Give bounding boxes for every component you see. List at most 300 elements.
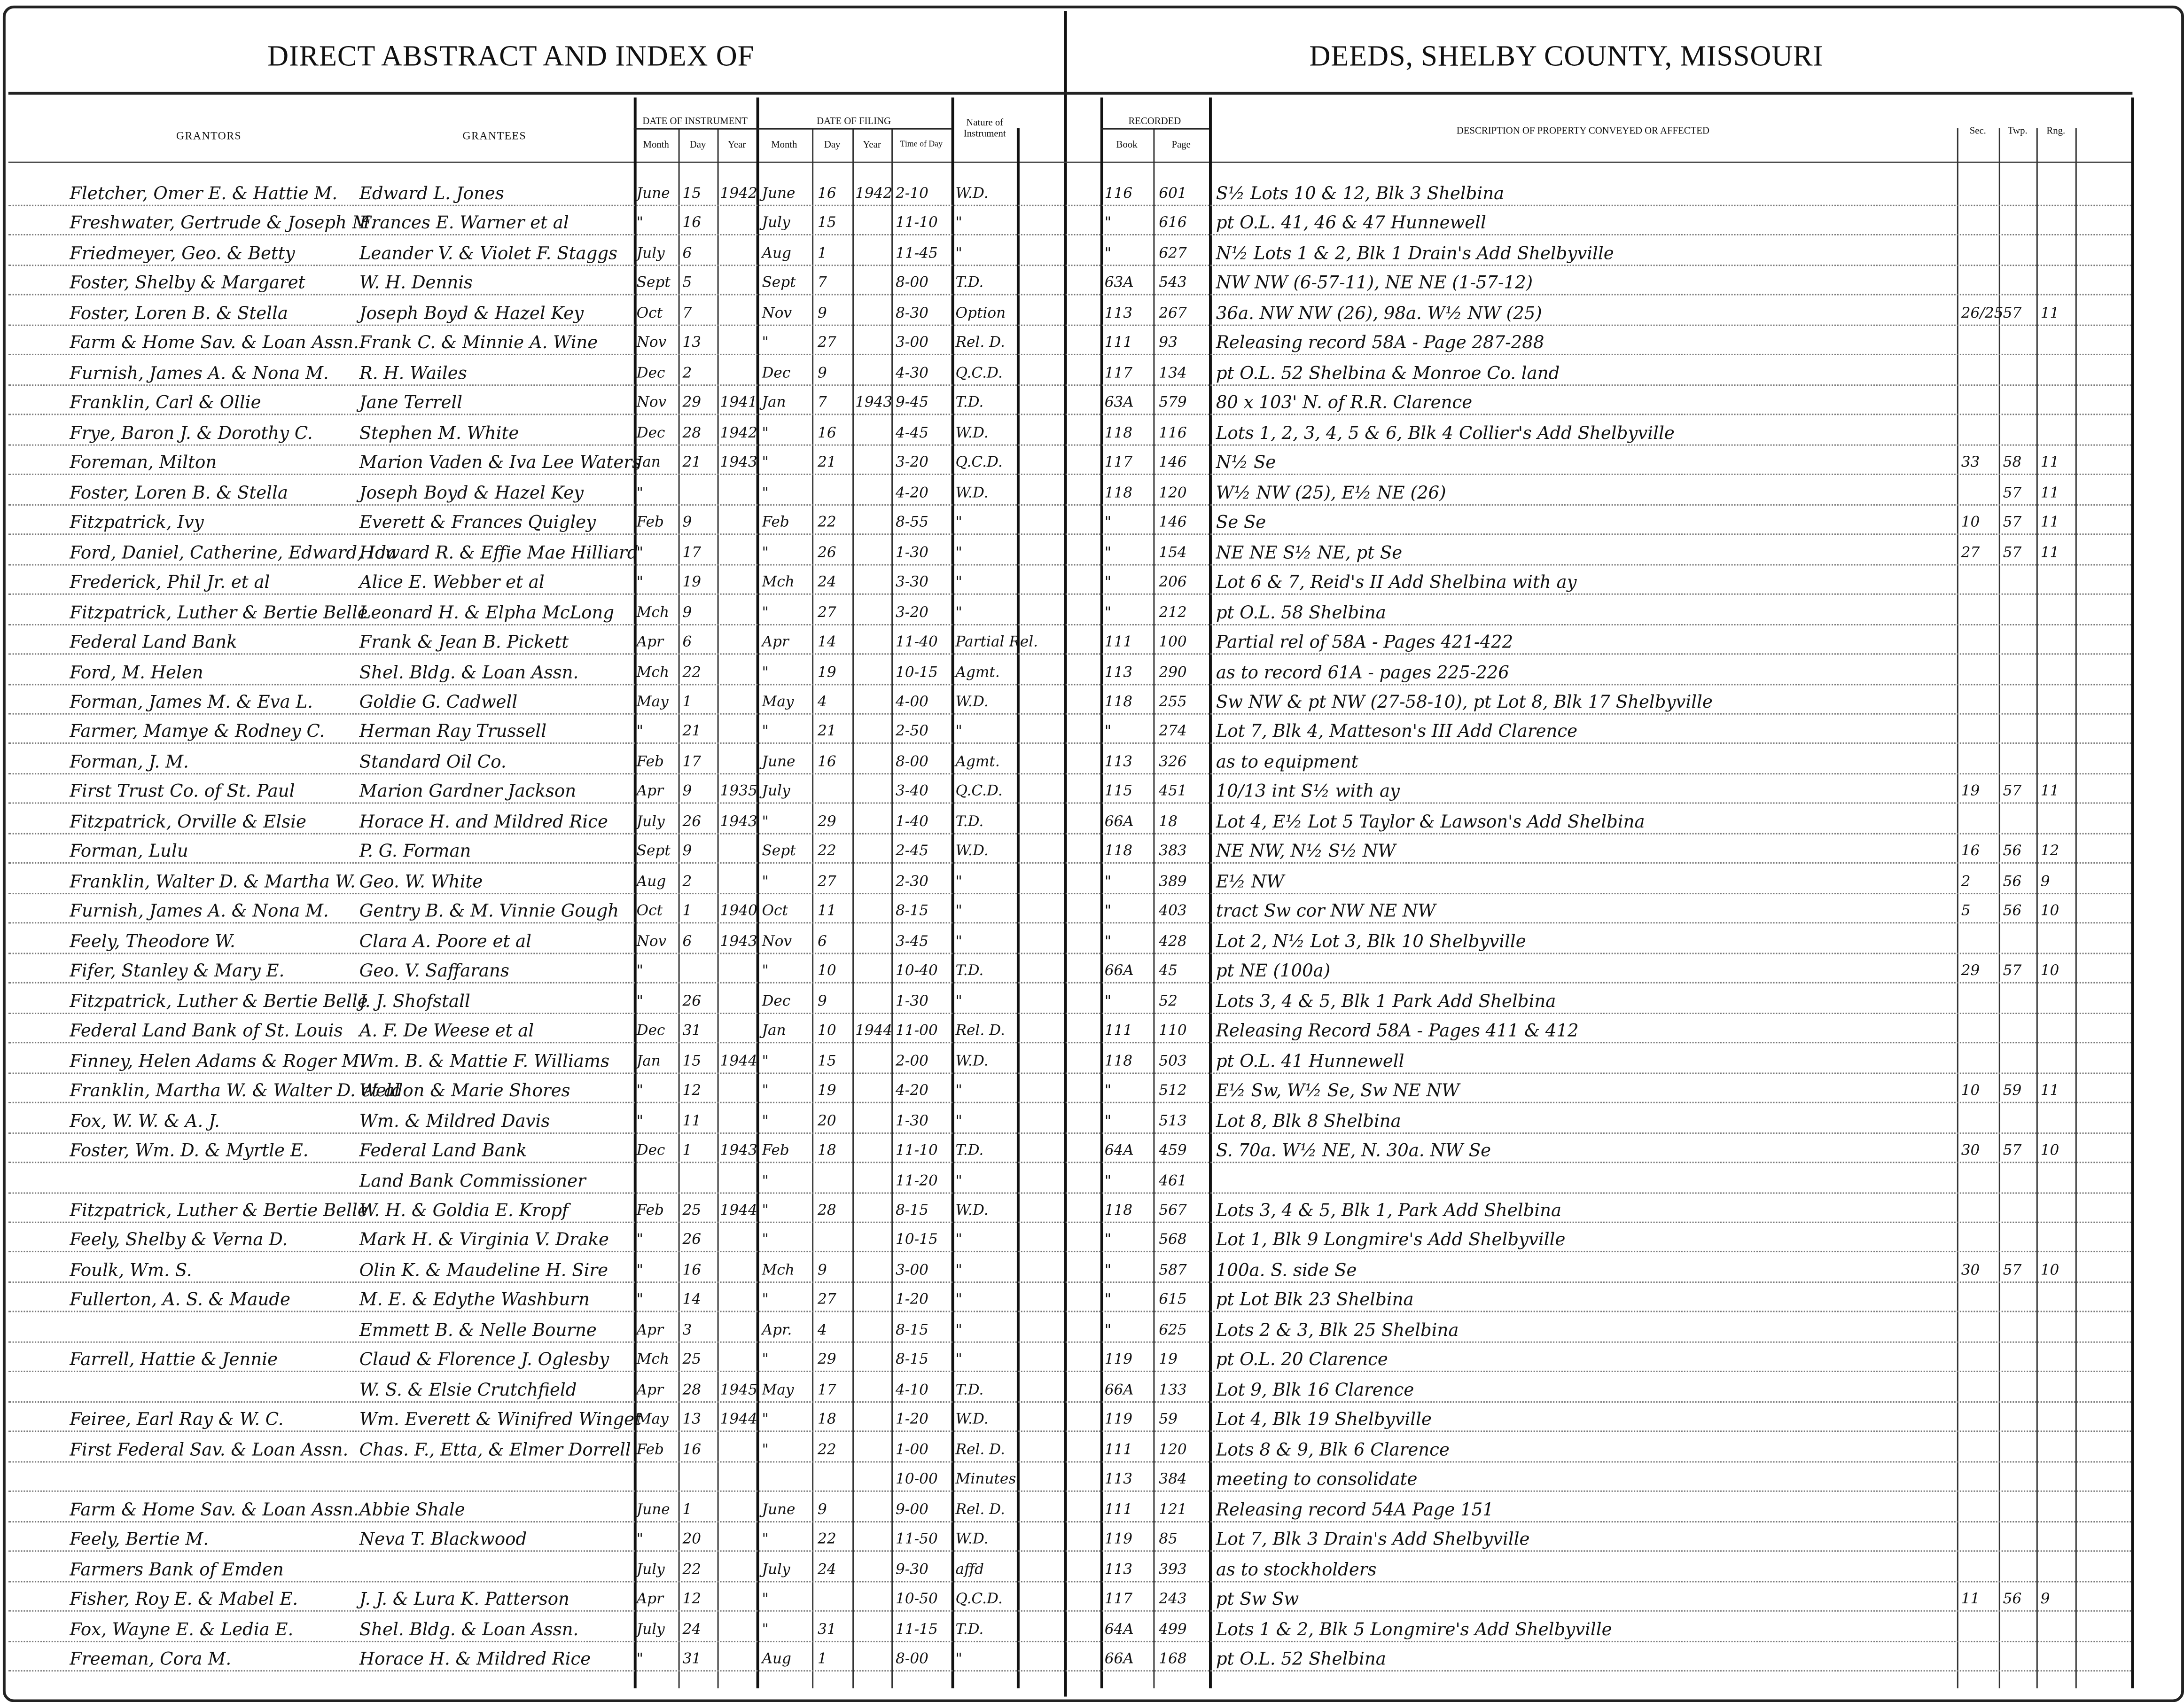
filing-time-cell: 1-30 (896, 992, 928, 1010)
row-rule (8, 1042, 2131, 1044)
nature-cell: T.D. (955, 1381, 984, 1398)
description-cell: pt O.L. 52 Shelbina (1216, 1647, 1386, 1669)
row-rule (8, 414, 2131, 415)
filing-time-cell: 2-00 (896, 1052, 928, 1070)
col-description: DESCRIPTION OF PROPERTY CONVEYED OR AFFECTED (1456, 125, 1709, 137)
row-rule (8, 743, 2131, 744)
grantee-cell: M. E. & Edythe Washburn (359, 1289, 590, 1310)
page-cell: 255 (1159, 694, 1187, 710)
grantee-cell: W. H. Dennis (359, 272, 473, 293)
book-cell: 111 (1104, 1441, 1133, 1458)
filing-time-cell: 9-30 (896, 1561, 928, 1578)
grantor-cell: Ford, Daniel, Catherine, Edward, Ida (70, 541, 397, 562)
row-rule (8, 1102, 2131, 1103)
filing-month-cell: Mch (762, 1262, 795, 1279)
book-cell: " (1104, 1321, 1112, 1339)
row-rule (8, 1640, 2131, 1642)
nature-cell: W.D. (955, 1531, 989, 1548)
filing-month-cell: " (762, 1232, 769, 1249)
inst-year-cell: 1944 (720, 1052, 757, 1070)
filing-month-cell: " (762, 484, 769, 501)
col-filing-day: Day (824, 139, 841, 151)
inst-month-cell: Dec (636, 365, 665, 382)
book-cell: 118 (1104, 843, 1133, 860)
inst-month-cell: Nov (636, 394, 667, 412)
row-rule (8, 1461, 2131, 1462)
description-cell: Lot 2, N½ Lot 3, Blk 10 Shelbyville (1216, 930, 1526, 951)
description-cell: 100a. S. side Se (1216, 1259, 1357, 1280)
nature-cell: Rel. D. (955, 1023, 1005, 1039)
filing-time-cell: 8-55 (896, 514, 928, 531)
inst-month-cell: Oct (636, 304, 663, 322)
inst-month-cell: Dec (636, 1023, 665, 1039)
column-rule (2131, 98, 2134, 1688)
inst-day-cell: 16 (682, 215, 702, 232)
description-cell: Lot 7, Blk 4, Matteson's III Add Clarence (1216, 720, 1578, 742)
filing-day-cell: 16 (818, 424, 836, 441)
filing-time-cell: 8-00 (896, 753, 928, 771)
page-cell: 120 (1159, 1441, 1187, 1458)
book-cell: 64A (1104, 1142, 1134, 1159)
grantee-cell: Marion Gardner Jackson (359, 781, 577, 802)
twp-cell: 57 (2003, 962, 2022, 980)
nature-cell: T.D. (955, 394, 984, 412)
grantee-cell: Horace H. and Mildred Rice (359, 810, 608, 832)
page-cell: 567 (1159, 1202, 1187, 1219)
nature-cell: " (955, 873, 962, 890)
book-cell: 113 (1104, 753, 1133, 771)
grantee-cell: R. H. Wailes (359, 362, 467, 383)
grantor-cell: Frederick, Phil Jr. et al (70, 571, 270, 593)
description-cell: NE NE S½ NE, pt Se (1216, 541, 1403, 562)
description-cell: 80 x 103' N. of R.R. Clarence (1216, 391, 1473, 413)
inst-month-cell: Aug (636, 873, 666, 890)
filing-time-cell: 2-45 (896, 843, 928, 860)
row-rule (8, 295, 2131, 296)
row-rule (8, 205, 2131, 206)
grantor-cell: Fitzpatrick, Luther & Bertie Belle (70, 601, 368, 622)
page-cell: 616 (1159, 215, 1187, 232)
row-rule (8, 1072, 2131, 1073)
inst-month-cell: Jan (636, 454, 661, 471)
filing-time-cell: 1-30 (896, 1112, 928, 1129)
inst-day-cell: 17 (682, 753, 702, 771)
filing-time-cell: 3-30 (896, 574, 928, 591)
twp-cell: 57 (2003, 304, 2022, 322)
row-rule (8, 683, 2131, 685)
filing-day-cell: 1 (818, 1650, 827, 1668)
row-rule (8, 1192, 2131, 1193)
filing-time-cell: 11-00 (896, 1023, 938, 1039)
row-rule (8, 1371, 2131, 1373)
sec-cell: 2 (1961, 873, 1971, 890)
twp-cell: 58 (2003, 454, 2022, 471)
sec-cell: 27 (1961, 544, 1980, 561)
inst-month-cell: July (636, 245, 665, 262)
inst-month-cell: June (636, 1501, 670, 1518)
inst-month-cell: Apr (636, 1591, 663, 1608)
row-rule (8, 1521, 2131, 1522)
inst-month-cell: Apr (636, 783, 663, 800)
filing-time-cell: 11-45 (896, 245, 938, 262)
inst-month-cell: Dec (636, 1142, 665, 1159)
grantee-cell: Chas. F., Etta, & Elmer Dorrell (359, 1438, 631, 1460)
inst-day-cell: 3 (682, 1321, 692, 1339)
grantee-cell: J. J. Shofstall (359, 990, 470, 1011)
row-rule (8, 982, 2131, 984)
description-cell: pt O.L. 41, 46 & 47 Hunnewell (1216, 212, 1486, 234)
inst-month-cell: Sept (636, 843, 671, 860)
grantee-cell: Olin K. & Maudeline H. Sire (359, 1259, 608, 1280)
description-cell: Se Se (1216, 511, 1266, 532)
inst-month-cell: Oct (636, 903, 663, 920)
row-rule (8, 922, 2131, 924)
book-cell: " (1104, 1292, 1112, 1309)
nature-cell: Q.C.D. (955, 1591, 1003, 1608)
inst-month-cell: Apr (636, 1381, 663, 1398)
inst-day-cell: 16 (682, 1441, 702, 1458)
inst-month-cell: May (636, 1411, 669, 1429)
inst-day-cell: 5 (682, 275, 692, 292)
grantor-cell: Federal Land Bank of St. Louis (70, 1020, 343, 1041)
nature-cell: " (955, 933, 962, 950)
grantor-cell: Forman, J. M. (70, 750, 189, 772)
page-cell: 451 (1159, 783, 1187, 800)
filing-month-cell: " (762, 1531, 769, 1548)
row-rule (8, 1281, 2131, 1283)
filing-time-cell: 8-15 (896, 1351, 928, 1368)
filing-month-cell: Oct (762, 903, 788, 920)
row-rule (8, 1251, 2131, 1253)
description-cell: E½ NW (1216, 870, 1285, 891)
filing-day-cell: 15 (818, 215, 836, 232)
col-filing-year: Year (863, 139, 881, 151)
book-cell: " (1104, 215, 1112, 232)
book-cell: 113 (1104, 664, 1133, 681)
filing-day-cell: 10 (818, 1023, 836, 1039)
filing-time-cell: 1-40 (896, 813, 928, 830)
filing-month-cell: " (762, 813, 769, 830)
inst-day-cell: 2 (682, 365, 692, 382)
filing-time-cell: 10-50 (896, 1591, 938, 1608)
nature-cell: " (955, 723, 962, 741)
inst-year-cell: 1941 (720, 394, 757, 412)
filing-month-cell: " (762, 1172, 769, 1189)
column-rule (1153, 128, 1154, 1688)
book-cell: 118 (1104, 484, 1133, 501)
grantee-cell: P. G. Forman (359, 840, 471, 861)
grantee-cell: Federal Land Bank (359, 1139, 527, 1161)
filing-month-cell: July (762, 1561, 790, 1578)
nature-cell: " (955, 1082, 962, 1100)
row-rule (8, 773, 2131, 774)
inst-month-cell: " (636, 484, 644, 501)
filing-month-cell: " (762, 1292, 769, 1309)
filing-time-cell: 11-40 (896, 633, 938, 651)
grantor-cell: Foster, Loren B. & Stella (70, 302, 289, 323)
filing-month-cell: Feb (762, 514, 789, 531)
book-cell: 111 (1104, 633, 1133, 651)
grantee-cell: Neva T. Blackwood (359, 1528, 527, 1549)
description-cell: Releasing record 58A - Page 287-288 (1216, 332, 1544, 353)
nature-cell: " (955, 1112, 962, 1129)
col-rng: Rng. (2046, 125, 2066, 137)
inst-month-cell: Feb (636, 753, 664, 771)
row-rule (8, 1222, 2131, 1223)
inst-year-cell: 1944 (720, 1202, 757, 1219)
inst-month-cell: July (636, 813, 665, 830)
description-cell: pt O.L. 52 Shelbina & Monroe Co. land (1216, 362, 1560, 383)
filing-time-cell: 8-30 (896, 304, 928, 322)
description-cell: Lots 1, 2, 3, 4, 5 & 6, Blk 4 Collier's Add Shelbyville (1216, 422, 1675, 443)
grantor-cell: Fitzpatrick, Orville & Elsie (70, 810, 306, 832)
inst-day-cell: 13 (682, 1411, 702, 1429)
row-rule (8, 1312, 2131, 1313)
book-cell: " (1104, 1172, 1112, 1189)
page-cell: 212 (1159, 604, 1187, 621)
nature-cell: " (955, 903, 962, 920)
sec-cell: 29 (1961, 962, 1980, 980)
grantee-cell: Gentry B. & M. Vinnie Gough (359, 900, 619, 921)
inst-day-cell: 19 (682, 574, 702, 591)
inst-month-cell: Nov (636, 335, 667, 352)
description-cell: S½ Lots 10 & 12, Blk 3 Shelbina (1216, 182, 1505, 203)
grantee-cell: Frances E. Warner et al (359, 212, 569, 234)
description-cell: S. 70a. W½ NE, N. 30a. NW Se (1216, 1139, 1491, 1161)
row-rule (8, 234, 2131, 236)
description-cell: Releasing record 54A Page 151 (1216, 1498, 1494, 1520)
rng-cell: 11 (2040, 544, 2059, 561)
filing-time-cell: 3-00 (896, 1262, 928, 1279)
rng-cell: 11 (2040, 1082, 2059, 1100)
inst-month-cell: " (636, 544, 644, 561)
grantee-cell: W. H. & Goldia E. Kropf (359, 1199, 569, 1220)
row-rule (8, 1132, 2131, 1133)
grantor-cell: Feiree, Earl Ray & W. C. (70, 1408, 284, 1430)
book-cell: " (1104, 1232, 1112, 1249)
filing-time-cell: 4-20 (896, 484, 928, 501)
inst-day-cell: 21 (682, 723, 702, 741)
inst-month-cell: Mch (636, 664, 670, 681)
description-cell: N½ Se (1216, 452, 1276, 473)
col-time-of-day: Time of Day (900, 141, 943, 149)
filing-time-cell: 2-30 (896, 873, 928, 890)
row-rule (8, 1401, 2131, 1402)
filing-month-cell: Aug (762, 1650, 791, 1668)
page-cell: 93 (1159, 335, 1178, 352)
page-cell: 120 (1159, 484, 1187, 501)
filing-day-cell: 7 (818, 275, 827, 292)
grantee-cell: Weldon & Marie Shores (359, 1079, 570, 1101)
inst-day-cell: 6 (682, 633, 692, 651)
row-rule (8, 1162, 2131, 1163)
nature-cell: Partial Rel. (955, 633, 1038, 651)
inst-day-cell: 26 (682, 1232, 702, 1249)
book-cell: " (1104, 903, 1112, 920)
filing-day-cell: 29 (818, 1351, 836, 1368)
book-cell: 118 (1104, 1052, 1133, 1070)
book-cell: 111 (1104, 1023, 1133, 1039)
filing-month-cell: Jan (762, 394, 786, 412)
nature-cell: Option (955, 304, 1006, 322)
nature-cell: " (955, 574, 962, 591)
inst-day-cell: 25 (682, 1202, 702, 1219)
filing-time-cell: 8-00 (896, 275, 928, 292)
page-cell: 428 (1159, 933, 1187, 950)
inst-year-cell: 1942 (720, 424, 757, 441)
filing-time-cell: 8-00 (896, 1650, 928, 1668)
grantee-cell: Clara A. Poore et al (359, 930, 532, 951)
filing-month-cell: Sept (762, 275, 796, 292)
filing-time-cell: 8-15 (896, 1202, 928, 1219)
col-inst-day: Day (689, 139, 706, 151)
filing-day-cell: 16 (818, 753, 836, 771)
sec-cell: 16 (1961, 843, 1980, 860)
filing-time-cell: 3-00 (896, 335, 928, 352)
book-cell: 119 (1104, 1531, 1133, 1548)
filing-time-cell: 2-50 (896, 723, 928, 741)
inst-day-cell: 6 (682, 245, 692, 262)
nature-cell: W.D. (955, 843, 989, 860)
filing-day-cell: 15 (818, 1052, 836, 1070)
column-rule (852, 128, 854, 1688)
page-cell: 403 (1159, 903, 1187, 920)
twp-cell: 57 (2003, 1142, 2022, 1159)
filing-time-cell: 3-20 (896, 454, 928, 471)
book-cell: " (1104, 933, 1112, 950)
grantee-cell: Shel. Bldg. & Loan Assn. (359, 1618, 579, 1639)
book-cell: 115 (1104, 783, 1133, 800)
row-rule (8, 713, 2131, 715)
book-cell: " (1104, 245, 1112, 262)
page-cell: 134 (1159, 365, 1187, 382)
filing-time-cell: 1-00 (896, 1441, 928, 1458)
description-cell: 10/13 int S½ with ay (1216, 781, 1400, 802)
inst-day-cell: 9 (682, 843, 692, 860)
inst-month-cell: Apr (636, 1321, 663, 1339)
row-rule (8, 653, 2131, 655)
rng-cell: 11 (2040, 484, 2059, 501)
page-cell: 267 (1159, 304, 1187, 322)
page-cell: 85 (1159, 1531, 1178, 1548)
filing-month-cell: " (762, 1202, 769, 1219)
book-cell: 113 (1104, 1561, 1133, 1578)
filing-month-cell: June (762, 185, 796, 202)
grantor-cell: Farrell, Hattie & Jennie (70, 1349, 278, 1370)
filing-month-cell: " (762, 664, 769, 681)
grantor-cell: First Federal Sav. & Loan Assn. (70, 1438, 349, 1460)
grantee-cell: Standard Oil Co. (359, 750, 507, 772)
nature-cell: W.D. (955, 185, 989, 202)
inst-year-cell: 1935 (720, 783, 757, 800)
grantor-cell: Frye, Baron J. & Dorothy C. (70, 422, 313, 443)
row-rule (8, 1580, 2131, 1582)
description-cell: as to record 61A - pages 225-226 (1216, 661, 1509, 682)
book-spine (1064, 11, 1067, 1697)
grantor-cell: Farm & Home Sav. & Loan Assn. (70, 1498, 359, 1520)
rng-cell: 12 (2040, 843, 2059, 860)
twp-cell: 56 (2003, 1591, 2022, 1608)
filing-day-cell: 9 (818, 1262, 827, 1279)
row-rule (8, 384, 2131, 386)
rng-cell: 11 (2040, 454, 2059, 471)
filing-time-cell: 1-20 (896, 1411, 928, 1429)
page-cell: 615 (1159, 1292, 1187, 1309)
filing-day-cell: 29 (818, 813, 836, 830)
nature-cell: Rel. D. (955, 335, 1005, 352)
grantee-cell: Emmett B. & Nelle Bourne (359, 1319, 597, 1340)
inst-day-cell: 2 (682, 873, 692, 890)
inst-month-cell: " (636, 1262, 644, 1279)
column-header-rule (8, 162, 2133, 163)
row-rule (8, 534, 2131, 535)
nature-cell: W.D. (955, 1411, 989, 1429)
filing-month-cell: " (762, 604, 769, 621)
col-filing-month: Month (771, 139, 797, 151)
grantee-cell: Wm. Everett & Winifred Winget (359, 1408, 642, 1430)
grantee-cell: Mark H. & Virginia V. Drake (359, 1229, 609, 1250)
filing-day-cell: 22 (818, 514, 836, 531)
rng-cell: 11 (2040, 514, 2059, 531)
page-cell: 568 (1159, 1232, 1187, 1249)
sec-cell: 26/25 (1961, 304, 2004, 322)
filing-time-cell: 3-45 (896, 933, 928, 950)
nature-cell: Agmt. (955, 664, 1000, 681)
book-cell: 119 (1104, 1351, 1133, 1368)
nature-cell: " (955, 604, 962, 621)
filing-month-cell: May (762, 1381, 794, 1398)
inst-month-cell: Feb (636, 514, 664, 531)
inst-month-cell: " (636, 1112, 644, 1129)
inst-year-cell: 1945 (720, 1381, 757, 1398)
column-rule (2075, 128, 2077, 1688)
filing-time-cell: 4-45 (896, 424, 928, 441)
filing-time-cell: 10-40 (896, 962, 938, 980)
grantor-cell: Farm & Home Sav. & Loan Assn. (70, 332, 359, 353)
filing-day-cell: 24 (818, 1561, 836, 1578)
page-cell: 116 (1159, 424, 1187, 441)
filing-year-cell: 1943 (855, 394, 893, 412)
page-cell: 499 (1159, 1621, 1187, 1638)
inst-month-cell: July (636, 1561, 665, 1578)
book-cell: 117 (1104, 365, 1133, 382)
grantor-cell: Franklin, Martha W. & Walter D. et al (70, 1079, 400, 1101)
grantor-cell: Foster, Loren B. & Stella (70, 481, 289, 503)
nature-cell: " (955, 992, 962, 1010)
nature-cell: W.D. (955, 484, 989, 501)
description-cell: W½ NW (25), E½ NE (26) (1216, 481, 1446, 503)
page-cell: 384 (1159, 1471, 1187, 1488)
filing-month-cell: July (762, 215, 790, 232)
filing-month-cell: " (762, 424, 769, 441)
filing-month-cell: May (762, 694, 794, 710)
book-cell: 118 (1104, 424, 1133, 441)
grantor-cell: Feely, Shelby & Verna D. (70, 1229, 288, 1250)
book-cell: " (1104, 992, 1112, 1010)
description-cell: Lot 9, Blk 16 Clarence (1216, 1379, 1414, 1400)
inst-month-cell: " (636, 962, 644, 980)
grantee-cell: Joseph Boyd & Hazel Key (359, 481, 584, 503)
page-cell: 168 (1159, 1650, 1187, 1668)
inst-day-cell: 15 (682, 185, 702, 202)
description-cell: pt Lot Blk 23 Shelbina (1216, 1289, 1414, 1310)
grantee-cell: Land Bank Commissioner (359, 1169, 586, 1190)
description-cell: Lot 4, E½ Lot 5 Taylor & Lawson's Add Shelbina (1216, 810, 1645, 832)
page-cell: 543 (1159, 275, 1187, 292)
book-cell: 113 (1104, 1471, 1133, 1488)
filing-time-cell: 3-20 (896, 604, 928, 621)
grantee-cell: W. S. & Elsie Crutchfield (359, 1379, 577, 1400)
